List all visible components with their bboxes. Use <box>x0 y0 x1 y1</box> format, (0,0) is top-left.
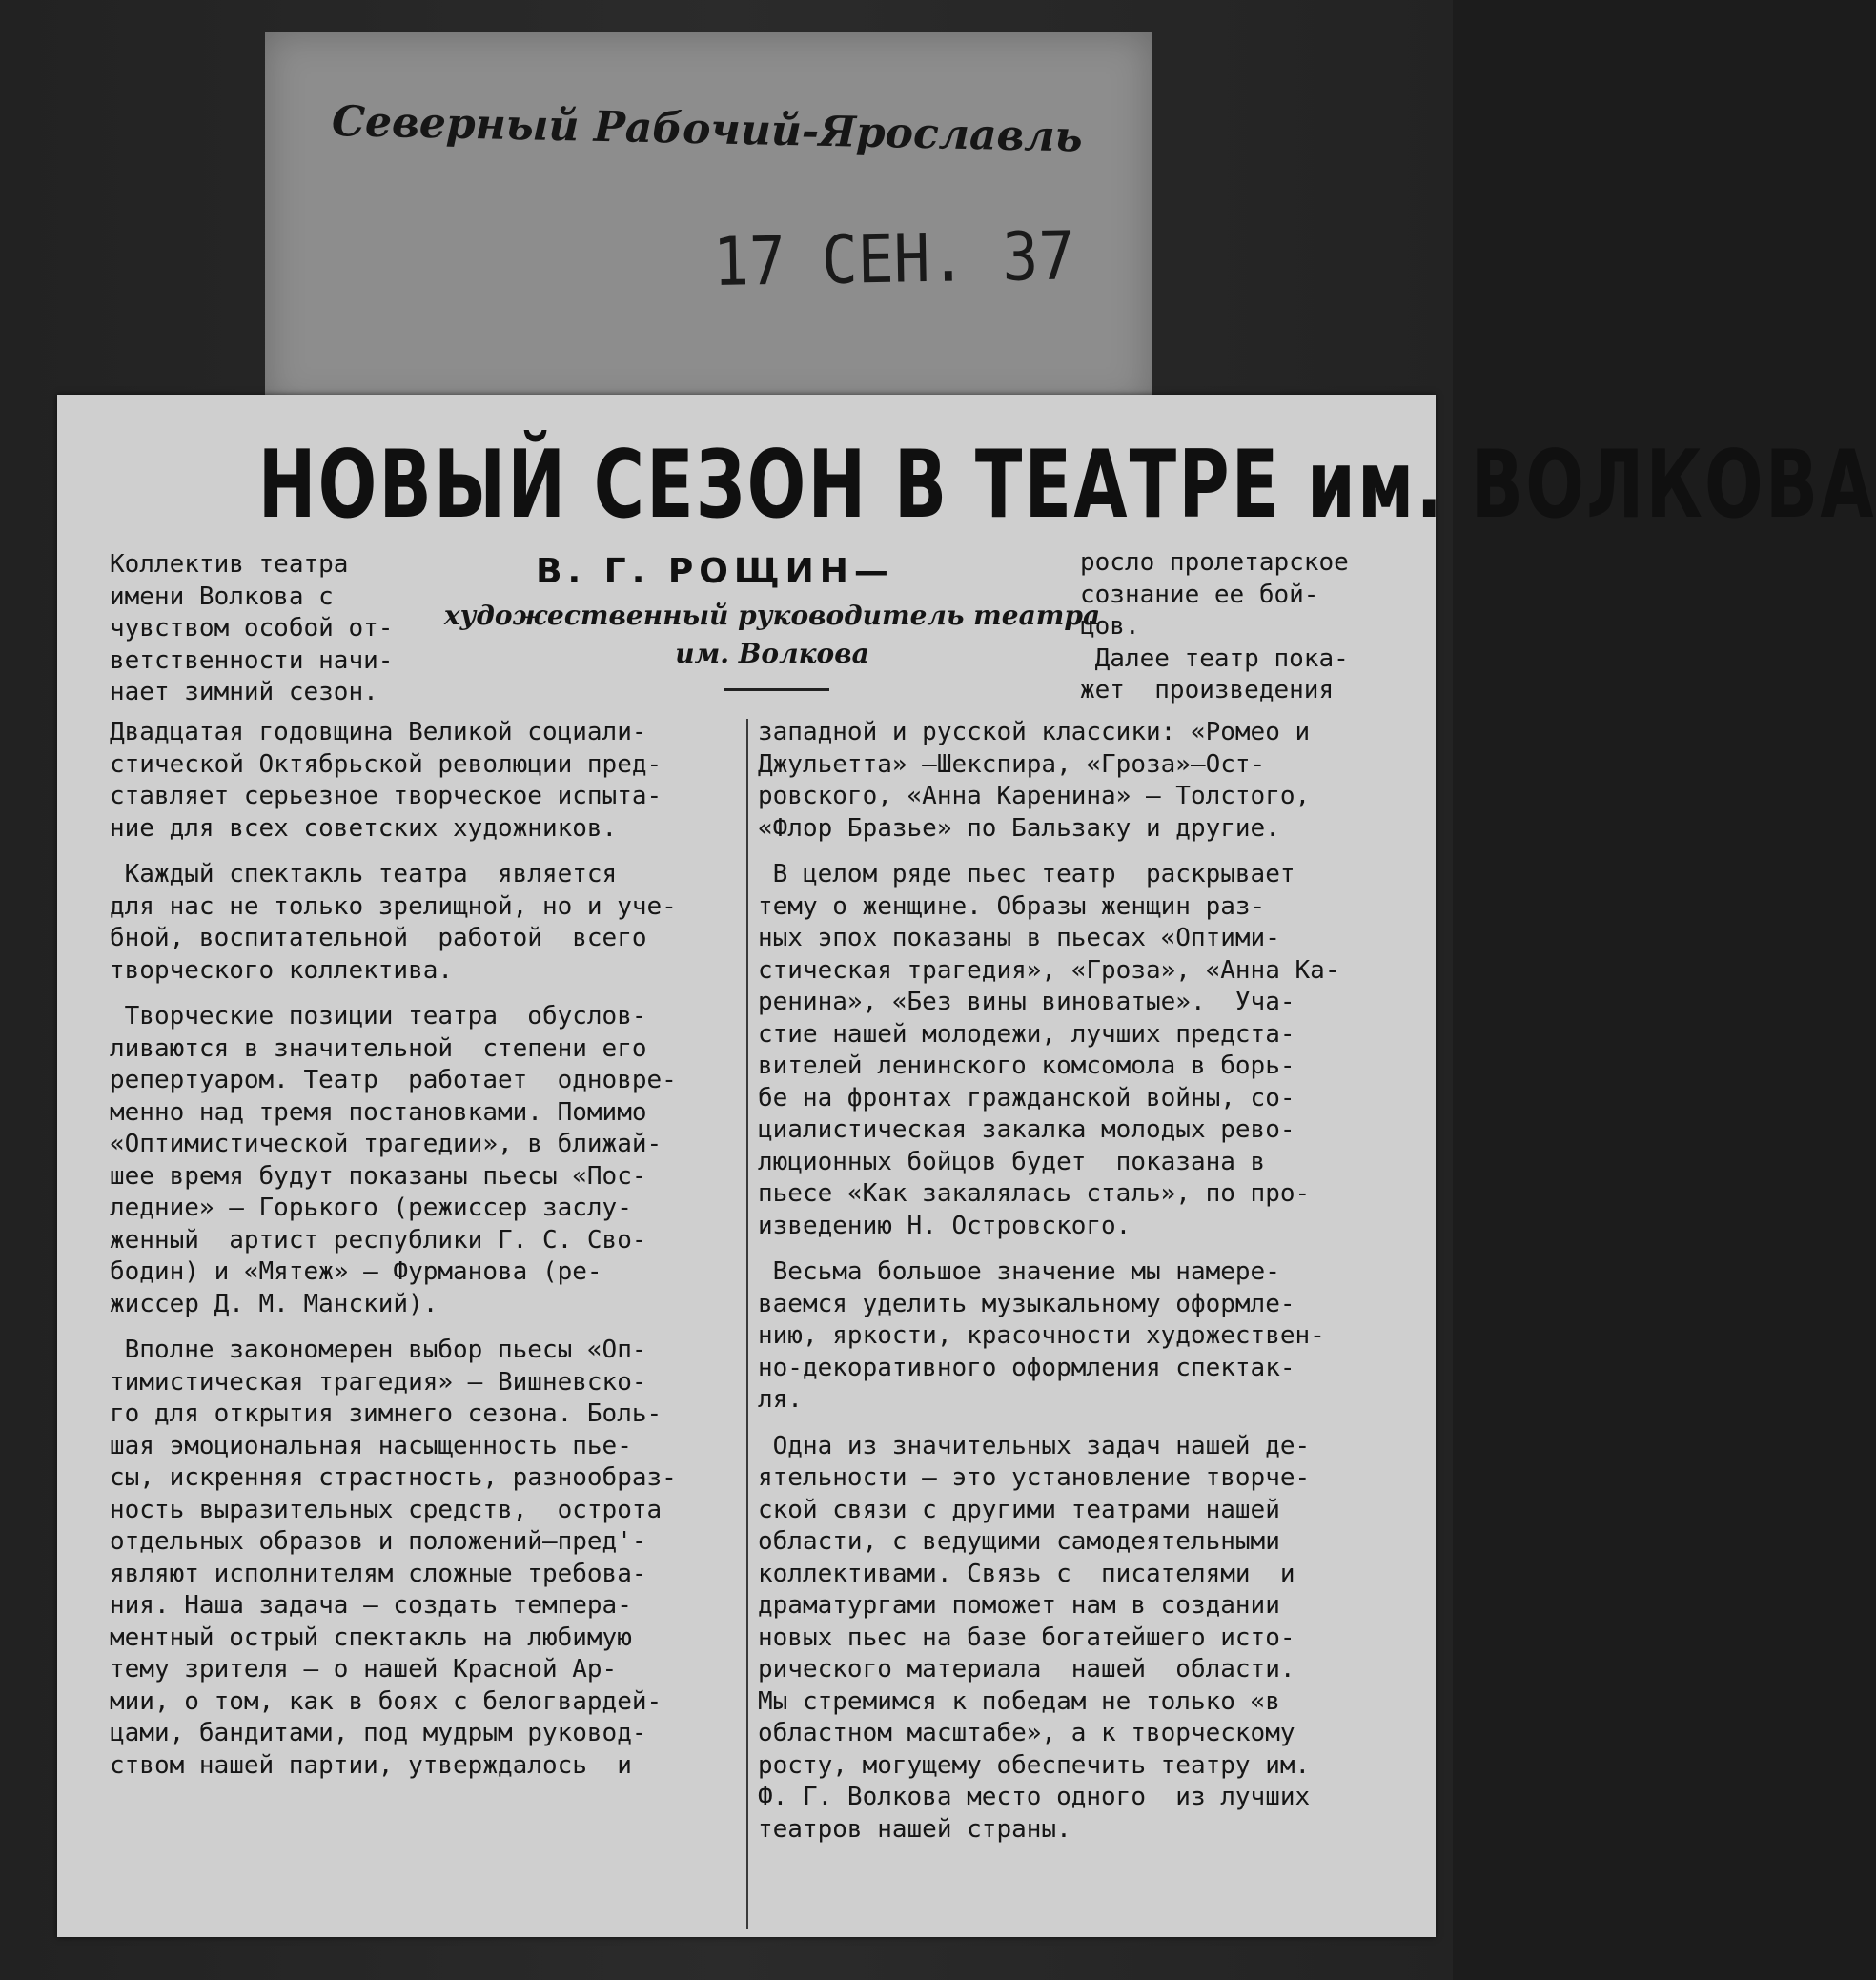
text-line: тему о женщине. Образы женщин раз- <box>758 891 1266 921</box>
text-line: ством нашей партии, утверждалось и <box>110 1750 632 1780</box>
paragraph <box>110 1001 677 1320</box>
text-line: ния. Наша задача — создать темпера- <box>110 1591 632 1620</box>
text-line: Мы стремимся к победам не только «в <box>758 1686 1280 1716</box>
text-line: театров нашей страны. <box>758 1814 1071 1844</box>
text-line: западной и русской классики: «Ромео и <box>758 718 1311 746</box>
paragraph <box>110 859 677 987</box>
text-line: ных эпох показаны в пьесах «Оптими- <box>758 924 1280 952</box>
article-headline: НОВЫЙ СЕЗОН В ТЕАТРЕ им. ВОЛКОВА <box>257 431 1876 540</box>
publication-date-stamp: 17 СЕН. 37 <box>712 216 1075 301</box>
paragraph <box>758 717 1339 845</box>
text-line: ливаются в значительной степени его <box>110 1033 647 1063</box>
paragraph <box>110 1335 677 1782</box>
text-line: Коллектив театра <box>110 550 349 579</box>
source-label-card <box>265 32 1152 409</box>
text-line: го для открытия зимнего сезона. Боль- <box>110 1399 663 1428</box>
paragraph-gap <box>110 845 677 859</box>
text-line: драматургами поможет нам в создании <box>758 1591 1280 1620</box>
text-line: женный артист республики Г. С. Сво- <box>110 1225 647 1255</box>
text-line: цами, бандитами, под мудрым руковод- <box>110 1719 647 1747</box>
text-line: росло пролетарское <box>1080 548 1349 577</box>
text-line: бной, воспитательной работой всего <box>110 924 647 952</box>
text-line: отдельных образов и положений—пред'- <box>110 1527 647 1556</box>
right-column <box>758 717 1339 1846</box>
paragraph-gap <box>110 1320 677 1335</box>
text-line: являют исполнителям сложные требова- <box>110 1559 647 1588</box>
text-line: ваемся уделить музыкальному оформле- <box>758 1289 1295 1318</box>
text-line: Одна из значительных задач нашей де- <box>758 1431 1311 1460</box>
text-line: Далее театр пока- <box>1080 643 1349 673</box>
text-line: ние для всех советских художников. <box>110 813 618 843</box>
left-column <box>110 717 677 1782</box>
text-line: ской связи с другими театрами нашей <box>758 1495 1280 1524</box>
text-line: ветственности начи- <box>110 645 394 675</box>
text-line: нает зимний сезон. <box>110 678 378 706</box>
text-line: Ф. Г. Волкова место одного из лучших <box>758 1783 1311 1811</box>
text-line: Творческие позиции театра обуслов- <box>110 1002 647 1031</box>
text-line: цов. <box>1080 612 1140 641</box>
paragraph <box>758 1256 1339 1417</box>
paragraph <box>758 859 1339 1242</box>
byline-divider <box>724 688 829 691</box>
paragraph <box>110 717 677 845</box>
text-line: имени Волкова с <box>110 582 334 611</box>
text-line: Джульетта» —Шекспира, «Гроза»—Ост- <box>758 749 1266 779</box>
text-line: для нас не только зрелищной, но и уче- <box>110 891 677 921</box>
text-line: творческого коллектива. <box>110 955 454 985</box>
text-line: «Оптимистической трагедии», в ближай- <box>110 1130 663 1158</box>
text-line: области, с ведущими самодеятельными <box>758 1527 1280 1556</box>
author-role: художественный руководитель театра им. Волкова <box>443 600 1101 669</box>
text-line: ренина», «Без вины виноватые». Уча- <box>758 988 1295 1016</box>
paragraph <box>758 1431 1339 1847</box>
column-divider <box>746 719 748 1929</box>
text-line: Вполне закономерен выбор пьесы «Оп- <box>110 1336 647 1364</box>
text-line: областном масштабе», а к творческому <box>758 1719 1295 1747</box>
text-line: шая эмоциональная насыщенность пье- <box>110 1431 632 1460</box>
text-line: бе на фронтах гражданской войны, со- <box>758 1083 1295 1112</box>
text-line: новых пьес на базе богатейшего исто- <box>758 1623 1295 1652</box>
text-line: Двадцатая годовщина Великой социали- <box>110 718 647 746</box>
text-line: ментный острый спектакль на любимую <box>110 1623 632 1652</box>
text-line: изведению Н. Островского. <box>758 1211 1132 1240</box>
text-line: сы, искренняя страстность, разнообраз- <box>110 1463 677 1492</box>
text-line: ледние» — Горького (режиссер заслу- <box>110 1194 632 1222</box>
text-line: ность выразительных средств, острота <box>110 1495 663 1524</box>
text-line: Весьма большое значение мы намере- <box>758 1257 1280 1286</box>
text-line: тимистическая трагедия» — Вишневско- <box>110 1367 647 1397</box>
paragraph-gap <box>758 1417 1339 1431</box>
text-line: вителей ленинского комсомола в борь- <box>758 1051 1295 1080</box>
text-line: ятельности — это установление творче- <box>758 1463 1311 1492</box>
author-name: В. Г. РОЩИН— <box>536 552 894 591</box>
text-line: люционных бойцов будет показана в <box>758 1147 1266 1176</box>
text-line: Каждый спектакль театра является <box>110 860 618 888</box>
text-line: жиссер Д. М. Манский). <box>110 1289 438 1318</box>
paragraph-gap <box>110 987 677 1001</box>
paragraph-gap <box>758 845 1339 859</box>
text-line: шее время будут показаны пьесы «Пос- <box>110 1161 647 1191</box>
text-line: росту, могущему обеспечить театру им. <box>758 1750 1311 1780</box>
text-line: чувством особой от- <box>110 614 394 643</box>
newspaper-clipping <box>57 395 1876 1937</box>
text-line: бодин) и «Мятеж» — Фурманова (ре- <box>110 1257 602 1286</box>
text-line: пьесе «Как закалялась сталь», по про- <box>758 1179 1311 1208</box>
text-line: ровского, «Анна Каренина» — Толстого, <box>758 782 1311 810</box>
text-line: «Флор Бразье» по Бальзаку и другие. <box>758 813 1280 843</box>
text-line: рического материала нашей области. <box>758 1655 1295 1684</box>
text-line: В целом ряде пьес театр раскрывает <box>758 860 1295 888</box>
text-line: репертуаром. Театр работает одновре- <box>110 1066 677 1094</box>
text-line: сознание ее бой- <box>1080 580 1319 609</box>
text-line: ля. <box>758 1385 803 1414</box>
newspaper-source-stamp: Северный Рабочий-Ярославль <box>331 97 1084 162</box>
text-line: тему зрителя — о нашей Красной Ар- <box>110 1655 618 1684</box>
text-line: стическая трагедия», «Гроза», «Анна Ка- <box>758 955 1340 985</box>
text-line: но-декоративного оформления спектак- <box>758 1353 1295 1382</box>
text-line: стие нашей молодежи, лучших предста- <box>758 1019 1295 1049</box>
text-line: нию, яркости, красочности художествен- <box>758 1321 1325 1350</box>
paragraph-gap <box>758 1242 1339 1256</box>
text-line: менно над тремя постановками. Помимо <box>110 1097 647 1127</box>
text-line: ставляет серьезное творческое испыта- <box>110 782 663 810</box>
text-line: стической Октябрьской революции пред- <box>110 749 663 779</box>
right-top-paragraph <box>1080 547 1349 707</box>
text-line: мии, о том, как в боях с белогвардей- <box>110 1686 663 1716</box>
text-line: жет произведения <box>1080 676 1335 704</box>
text-line: циалистическая закалка молодых рево- <box>758 1115 1295 1144</box>
text-line: коллективами. Связь с писателями и <box>758 1559 1295 1588</box>
